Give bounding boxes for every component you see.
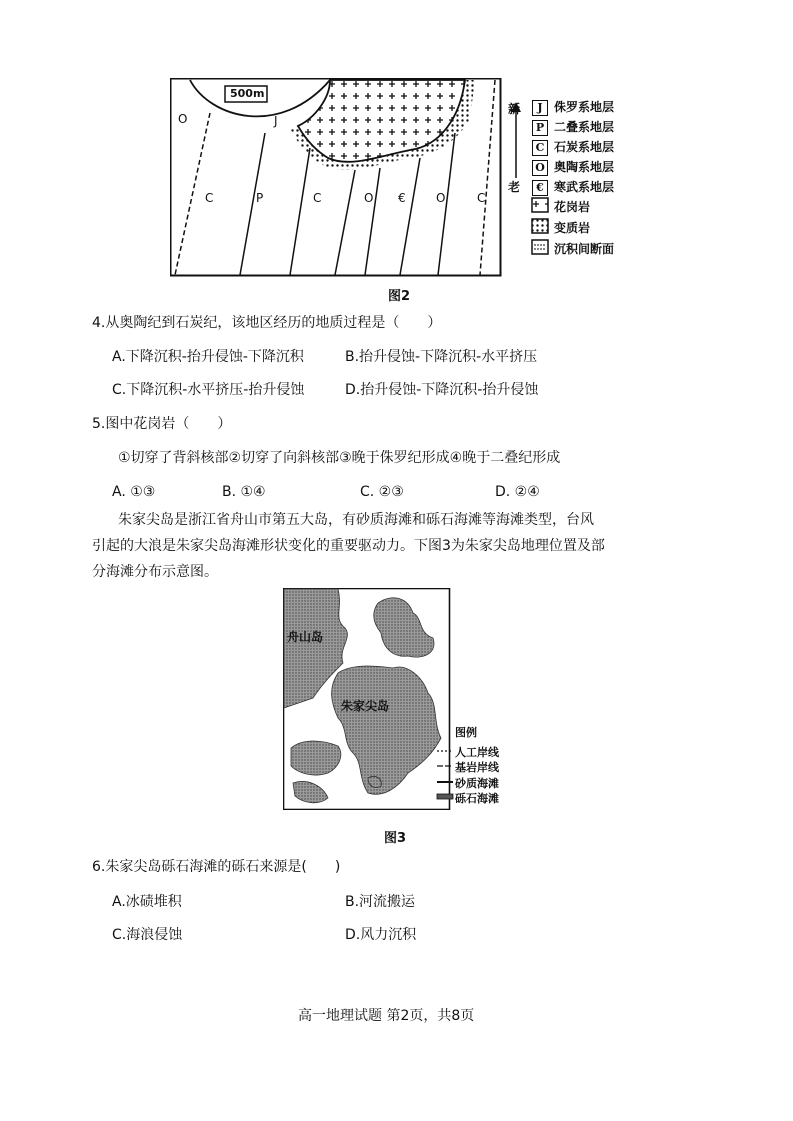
question-6-option-c[interactable]: C.海浪侵蚀: [112, 927, 183, 943]
legend-granite: [532, 198, 652, 218]
zhujiajian-island-label: 朱家尖岛: [341, 699, 390, 713]
question-5-statements: ①切穿了背斜核部②切穿了向斜核部③晚于侏罗纪形成④晚于二叠纪形成: [118, 450, 561, 466]
figure-3-caption: 图3: [384, 831, 407, 846]
stratum-label-o2: O: [364, 191, 374, 205]
stratum-label-cambrian: €: [398, 191, 406, 205]
passage-line-1: 朱家尖岛是浙江省舟山市第五大岛，有砂质海滩和砾石海滩等海滩类型，台风: [118, 512, 594, 528]
question-5-option-a[interactable]: A. ①③: [112, 484, 156, 500]
legend-label: 奥陶系地层: [554, 160, 615, 174]
figure-2-caption: 图2: [388, 289, 411, 304]
legend-arrow-old: 老: [508, 180, 521, 194]
legend-label: 寒武系地层: [554, 180, 615, 194]
figure-2: [170, 78, 630, 283]
figure-3: [283, 588, 515, 810]
legend-label: 二叠系地层: [554, 120, 615, 134]
stratum-label-j: J: [274, 114, 278, 128]
legend-permian: [532, 118, 652, 138]
stratum-label-o3: O: [436, 191, 446, 205]
question-4-option-b[interactable]: B.抬升侵蚀-下降沉积-水平挤压: [345, 349, 538, 365]
legend-unconformity: [532, 240, 652, 260]
question-6-stem: 6.朱家尖岛砾石海滩的砾石来源是( ): [92, 859, 341, 875]
legend-label: 沉积间断面: [554, 242, 615, 256]
question-5-option-b[interactable]: B. ①④: [222, 484, 266, 500]
zhoushan-island-label: 舟山岛: [287, 630, 324, 644]
fig3-legend-artificial: 人工岸线: [455, 746, 499, 759]
legend-label: 变质岩: [554, 221, 591, 235]
question-4-option-c[interactable]: C.下降沉积-水平挤压-抬升侵蚀: [112, 382, 305, 398]
stratum-label-c1: C: [205, 191, 214, 205]
passage-line-2: 引起的大浪是朱家尖岛海滩形状变化的重要驱动力。下图3为朱家尖岛地理位置及部: [92, 538, 605, 554]
stratum-label-c3: C: [477, 191, 486, 205]
legend-carboniferous: [532, 138, 652, 158]
fig3-legend-gravel: 砾石海滩: [455, 792, 499, 805]
question-6-option-a[interactable]: A.冰碛堆积: [112, 894, 182, 910]
fig3-legend-sand: 砂质海滩: [455, 777, 499, 790]
question-6-option-d[interactable]: D.风力沉积: [345, 927, 417, 943]
stratum-label-o-left: O: [178, 112, 188, 126]
question-4-option-d[interactable]: D.抬升侵蚀-下降沉积-抬升侵蚀: [345, 382, 539, 398]
legend-symbol: O: [532, 160, 548, 176]
legend-ordovician: [532, 158, 652, 178]
question-5-stem: 5.图中花岗岩（ ）: [92, 416, 232, 432]
legend-symbol: €: [532, 180, 548, 196]
stratum-label-c2: C: [313, 191, 322, 205]
question-5-option-d[interactable]: D. ②④: [495, 484, 540, 500]
question-5-option-c[interactable]: C. ②③: [360, 484, 404, 500]
fig3-legend-title: 图例: [455, 726, 477, 739]
legend-label: 石炭系地层: [554, 140, 615, 154]
question-4-option-a[interactable]: A.下降沉积-抬升侵蚀-下降沉积: [112, 349, 304, 365]
legend-symbol: J: [532, 100, 548, 116]
page-footer: 高一地理试题 第2页，共8页: [298, 1008, 475, 1024]
question-6-option-b[interactable]: B.河流搬运: [345, 894, 416, 910]
legend-symbol: P: [532, 120, 548, 136]
legend-arrow-new: 新: [508, 102, 521, 116]
fig2-legend: [532, 98, 632, 278]
legend-label: 侏罗系地层: [554, 100, 615, 114]
passage-line-3: 分海滩分布示意图。: [92, 564, 218, 580]
legend-symbol: C: [532, 140, 548, 156]
scale-label: 500m: [230, 87, 265, 100]
legend-metamorphic: [532, 219, 652, 239]
question-4-stem: 4.从奥陶纪到石炭纪，该地区经历的地质过程是（ ）: [92, 315, 442, 331]
stratum-label-p: P: [256, 191, 264, 205]
legend-label: 花岗岩: [554, 200, 591, 214]
legend-jurassic: [532, 98, 652, 118]
legend-cambrian: [532, 178, 652, 198]
fig3-legend-bedrock: 基岩岸线: [455, 761, 499, 774]
